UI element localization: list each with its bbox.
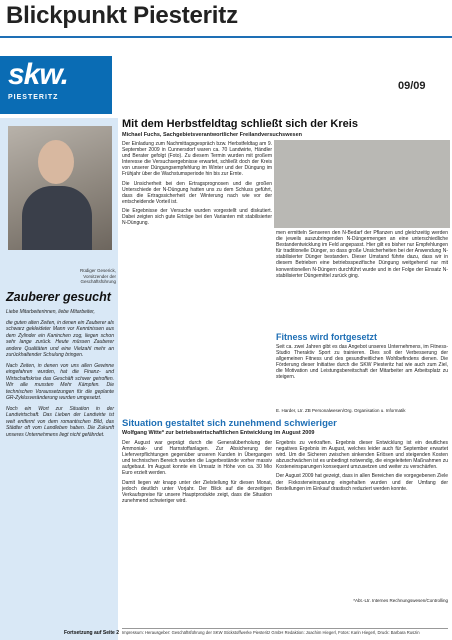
page-title: Blickpunkt Piesteritz <box>6 2 238 29</box>
photo-caption: Rüdiger Geserick, Vorsitzender der Geschäftsführung <box>79 268 116 284</box>
portrait-head <box>38 140 74 184</box>
logo-brand: skw. <box>8 58 68 91</box>
editorial-paragraph: Noch ein Wort zur Situation in der Landwirtschaft. Das Lieben der Landwirte ist weit entfernt von dem romantischen Bild, das Städter oft vom Landleben haben. Die Zukunft unseres Unternehmens liegt nicht gefährdet. <box>6 405 114 438</box>
lead-article-byline: Michael Fuchs, Sachgebietsverantwortlicher Freilandversuchswesen <box>122 132 303 138</box>
article-paragraph: Der Einladung zum Nachmittagsgespräch bzw. Herbstfeldtag am 9. September 2009 in Cunnersdorf waren ca. 70 Landwirte, Händler und Berater gefolgt (Foto). Zu diesem Termin wurden mit großem Interesse die Versuchsergebnisse erwartet, schließt doch der Kreis von unserer Düngungsempfehlung im Winter und der Düngung im Frühjahr über die Wachstumsperiode hin bis zur Ernte. <box>122 141 272 178</box>
article-paragraph: Die Unsicherheit bei den Ertragsprognosen und die großen Unterschiede der N-Düngung hatten uns zu dem Schluss geführt, dass die Ertragssicherheit der Winterung nach wie vor der entscheidende Vorteil ist. <box>122 180 272 205</box>
article-photo <box>274 140 450 228</box>
situation-byline: Wolfgang Witte* zur betriebswirtschaftlichen Entwicklung im August 2009 <box>122 430 315 436</box>
fitness-body <box>276 344 448 384</box>
article-paragraph: Der August 2009 hat gezeigt, dass in allen Bereichen die vorgegebenen Ziele der Fixkosteneinsparung eingehalten wurden und der Umfang der Bestellungen im Einkauf drastisch reduziert werden konnte. <box>276 473 448 492</box>
continue-link[interactable]: Fortsetzung auf Seite 2 <box>64 630 120 636</box>
article-paragraph: Die Ergebnisse der Versuche wurden vorgestellt und diskutiert. Dabei zeigten sich gute Erträge bei den Varianten mit stabilisierter N-Düngung. <box>122 207 272 227</box>
article-paragraph: Damit liegen wir knapp unter der Zielstellung für diesen Monat, jedoch deutlich unter Vorjahr. Der Blick auf die derzeitigen Verkaufspreise für unsere Hauptprodukte zeigt, dass die Situation zunehmend schwieriger wird. <box>122 479 272 504</box>
portrait-body <box>22 186 92 250</box>
fitness-signature: E. Harder, Ltr. ZB Personalwesen/Org. Organisation u. Informatik <box>276 408 406 413</box>
editorial-body <box>6 309 114 442</box>
lead-article-col2 <box>276 230 448 282</box>
editorial-greeting: Liebe Mitarbeiterinnen, liebe Mitarbeiter, <box>6 309 95 315</box>
logo-sub: PIESTERITZ <box>8 94 59 101</box>
lead-article-title: Mit dem Herbstfeldtag schließt sich der Kreis <box>122 118 358 130</box>
fitness-text: Seit ca. zwei Jahren gibt es das Angebot unseres Unternehmens, im Fitness-Studio Theraktiv Sport zu trainieren. Dies soll der Verbesserung der allgemeinen Fitness und des gesundheitlichen Wohlbefindens dienen. Die Förderung dieser Initiative durch die SKW Piesteritz hat wie auch zum Ziel, die Motivation und Leistungsbereitschaft der Mitarbeiter am Arbeitsplatz zu steigern. <box>276 344 448 381</box>
article-paragraph: men ermitteln Senseren den N-Bedarf der Pflanzen und gleichzeitig werden die jeweils auszubringenden N-Düngermengen an eine unterschiedliche Bestandentwicklung im Feld angepasst. Hier gilt es bisher nur Empfehlungen für traditionelle Dünger, so dass große Unsicherheiten bei der Anwendung N-stabilisierter Dünger bestanden. Dieser Umstand führte dazu, dass wir in diesem Betrieben eine betriebsspezifische Düngung weitgehend nur mit konventionellen N-Düngern durchführt wurde und in der Folge der Einsatz N-stabilisierter Düngemittel zurück ging. <box>276 230 448 279</box>
issue-number: 09/09 <box>398 80 426 92</box>
impressum: Impressum: Herausgeber: Geschäftsführung der SKW Stickstoffwerke Piesteritz GmbH Redaktion: Joachim Hiegerl, Fotos: Karin Hiegerl, Druck: Barbara Ruszin <box>122 628 448 635</box>
article-paragraph: Der August war geprägt durch die Generalüberholung der Ammoniak- und Harnstoffanlagen. Zur Absicherung der Lieferverpflichtungen gegenüber unseren Kunden in Übergangen und technischen Bereich wurden die Lagerbestände vorher massiv aufgebaut. Im August konnte ein Umsatz in Höhe von ca. 30 Mio Euro erzielt werden. <box>122 440 272 477</box>
editorial-paragraph: die guten alten Zeiten, in denen ein Zauberer als schwarz gekleideter Mann vor Kenntnissen aus dem Zylinder ein Kaninchen zog, liegen schon sehr lange zurück. Heute müssen Zauberer andere Qualitäten und eine Vielzahl mehr an zurückhaltender Schulung bringen. <box>6 319 114 358</box>
fitness-title: Fitness wird fortgesetzt <box>276 332 378 342</box>
article-paragraph: Ergebnis zu verkraften. Ergebnis dieser Entwicklung ist ein deutliches negatives Ergebnis im August, welches leider auch für September erwartet wird. Um die Sicheren zwischen sinkenden Erlösen und steigenden Kosten abzuschwächen ist es unbedingt notwendig, die eingeleiteten Maßnahmen zu Kosteneinsparungen konsequent umzusetzen und weiter zu verschärfen. <box>276 440 448 471</box>
editorial-title: Zauberer gesucht <box>6 290 111 304</box>
editorial-paragraph: Nach Zeiten, in denen von uns allen Gewinne eingefahren wurden, hat die Finanz- und Wirtschaftskrise das Geschäft schwer getroffen. Wir alle mussten Mehr Kämpfen. Die technischen Voraussetzungen für die geplante GR-Zyklusveränderung wurden umgesetzt. <box>6 362 114 401</box>
situation-col2 <box>276 440 448 495</box>
situation-title: Situation gestaltet sich zunehmend schwieriger <box>122 418 337 429</box>
situation-col1 <box>122 440 272 507</box>
footnote: *Abt.-Ltr. Internes Rechnungswesen/Controlling <box>353 598 448 603</box>
lead-article-col1 <box>122 141 272 229</box>
masthead-rule <box>0 36 452 38</box>
